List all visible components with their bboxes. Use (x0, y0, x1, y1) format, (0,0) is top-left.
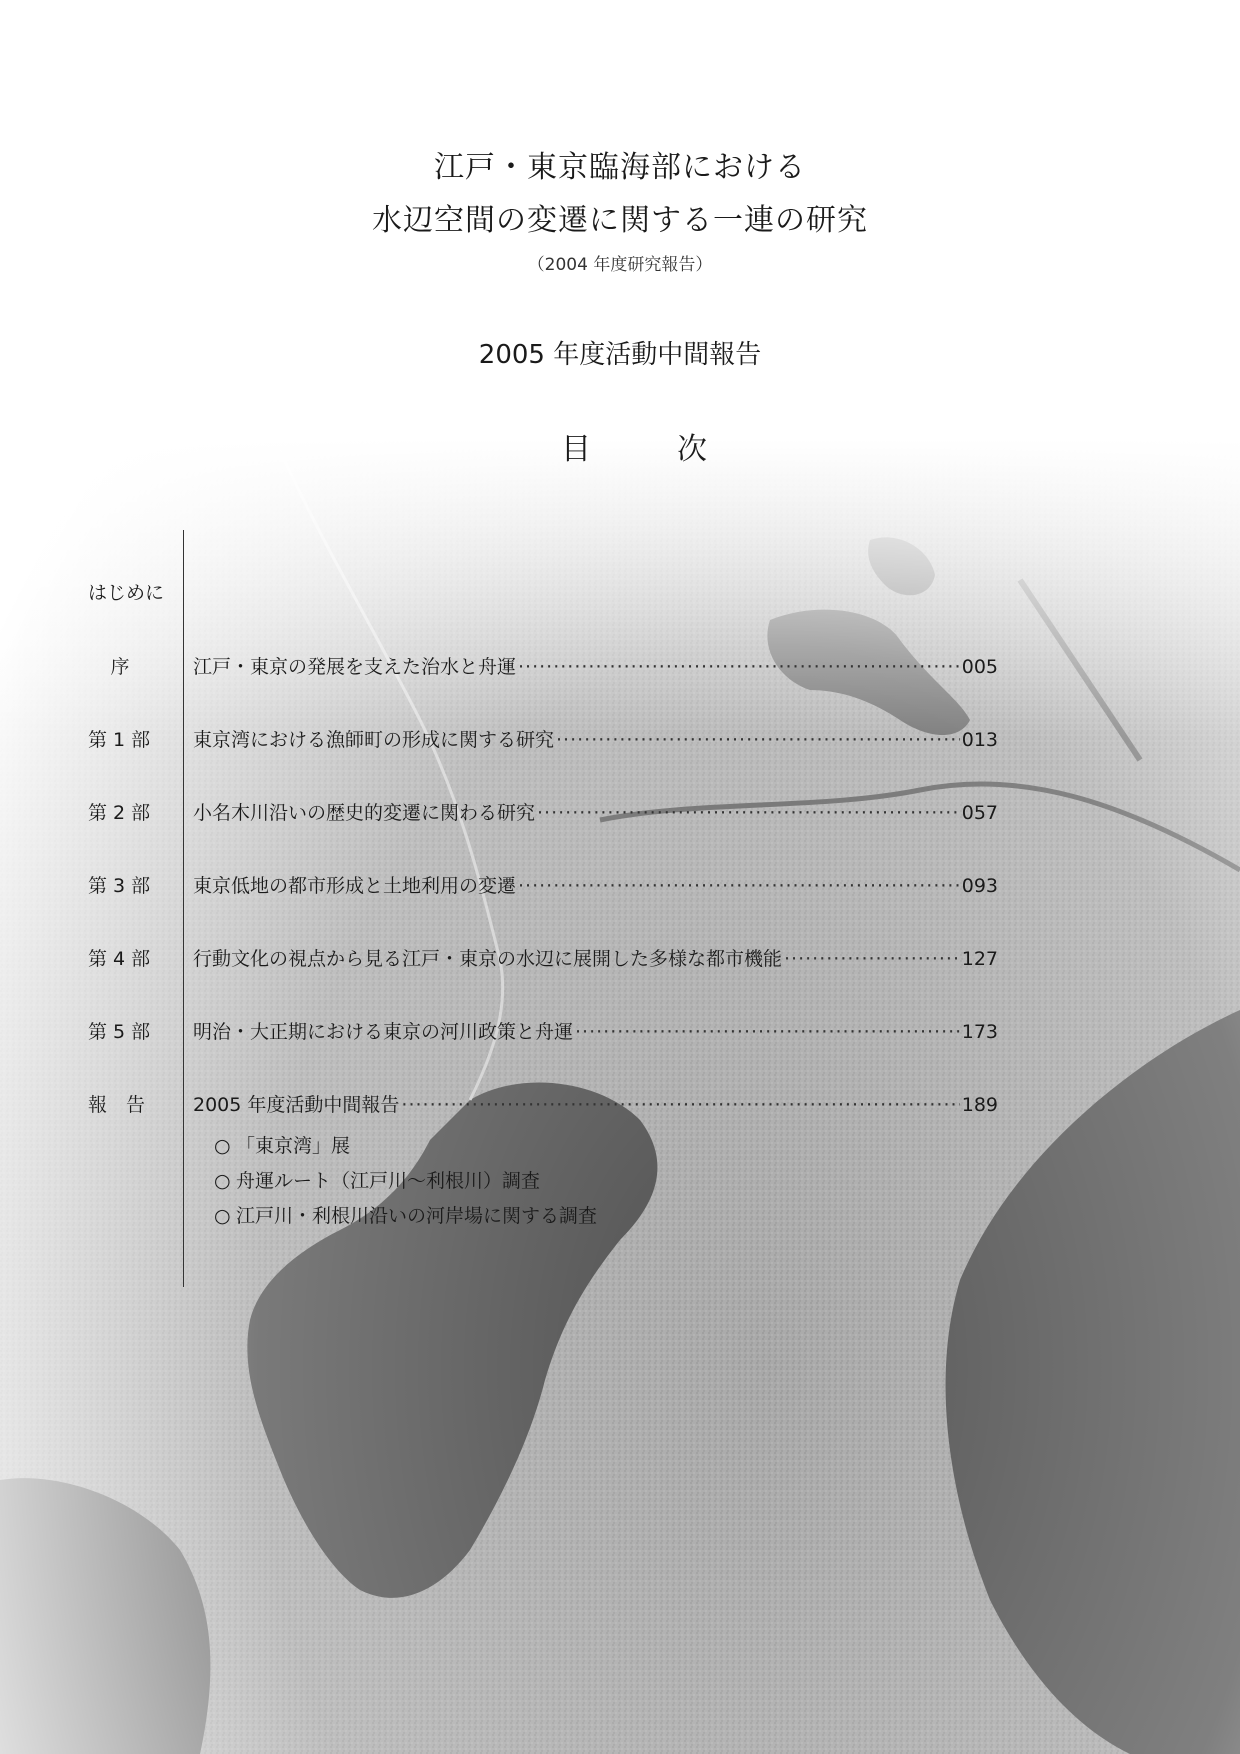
toc-entry-row[interactable] (0, 652, 1240, 682)
toc-entry-row[interactable] (0, 725, 1240, 755)
toc-entry-row[interactable] (0, 944, 1240, 974)
toc-entry-title: 小名木川沿いの歴史的変遷に関わる研究 (193, 802, 536, 824)
toc-entry-label: 報 告 (88, 1094, 146, 1116)
toc-entry-label: 序 (110, 656, 130, 678)
toc-leader-dots (401, 1094, 959, 1116)
toc-sub-item[interactable] (214, 1166, 540, 1193)
toc-entry-label: 第 5 部 (88, 1021, 151, 1043)
toc-entry-label: 第 1 部 (88, 729, 151, 751)
toc-sub-item[interactable] (214, 1201, 597, 1228)
toc-entry-title: 江戸・東京の発展を支えた治水と舟運 (193, 656, 517, 678)
circle-bullet-icon: ○ (214, 1170, 231, 1192)
toc-entry-title: 東京湾における漁師町の形成に関する研究 (193, 729, 555, 751)
toc-entry-page: 189 (961, 1094, 998, 1116)
toc-leader-dots (537, 802, 960, 824)
toc-entry-page: 093 (961, 875, 998, 897)
toc-leader-dots (556, 729, 960, 751)
toc-leader-dots (518, 875, 960, 897)
toc-entry-label: 第 2 部 (88, 802, 151, 824)
toc-leader-dots (575, 1021, 960, 1043)
toc-entry-row[interactable] (0, 798, 1240, 828)
toc-entry-title: 明治・大正期における東京の河川政策と舟運 (193, 1021, 574, 1043)
toc-sub-item-text: 「東京湾」展 (236, 1135, 351, 1157)
toc-sub-item-text: 江戸川・利根川沿いの河岸場に関する調査 (236, 1205, 598, 1227)
main-title-line-2: 水辺空間の変遷に関する一連の研究 (372, 203, 868, 238)
circle-bullet-icon: ○ (214, 1135, 231, 1157)
toc-intro-row (0, 578, 1240, 608)
toc-entry-page: 173 (961, 1021, 998, 1043)
toc-entry-row[interactable] (0, 1090, 1240, 1120)
toc-entry-title: 東京低地の都市形成と土地利用の変遷 (193, 875, 517, 897)
toc-sub-item[interactable] (214, 1131, 350, 1158)
toc-intro-label: はじめに (88, 582, 165, 604)
toc-leader-dots (518, 656, 960, 678)
toc-entry-page: 013 (961, 729, 998, 751)
toc-entry-label: 第 4 部 (88, 948, 151, 970)
toc-entry-page: 057 (961, 802, 998, 824)
main-title-line-1: 江戸・東京臨海部における (434, 150, 806, 185)
toc-entry-page: 005 (961, 656, 998, 678)
toc-entry-page: 127 (961, 948, 998, 970)
circle-bullet-icon: ○ (214, 1205, 231, 1227)
toc-entry-title: 行動文化の視点から見る江戸・東京の水辺に展開した多様な都市機能 (193, 948, 783, 970)
toc-sub-item-text: 舟運ルート（江戸川〜利根川）調査 (236, 1170, 541, 1192)
toc-entry-label: 第 3 部 (88, 875, 151, 897)
toc-entry-row[interactable] (0, 871, 1240, 901)
report-title: 2005 年度活動中間報告 (478, 340, 762, 370)
toc-divider-line (183, 530, 184, 1287)
toc-heading: 目 次 (561, 432, 735, 467)
toc-entry-title: 2005 年度活動中間報告 (193, 1094, 400, 1116)
subtitle: （2004 年度研究報告） (527, 255, 713, 275)
toc-leader-dots (784, 948, 960, 970)
toc-entry-row[interactable] (0, 1017, 1240, 1047)
